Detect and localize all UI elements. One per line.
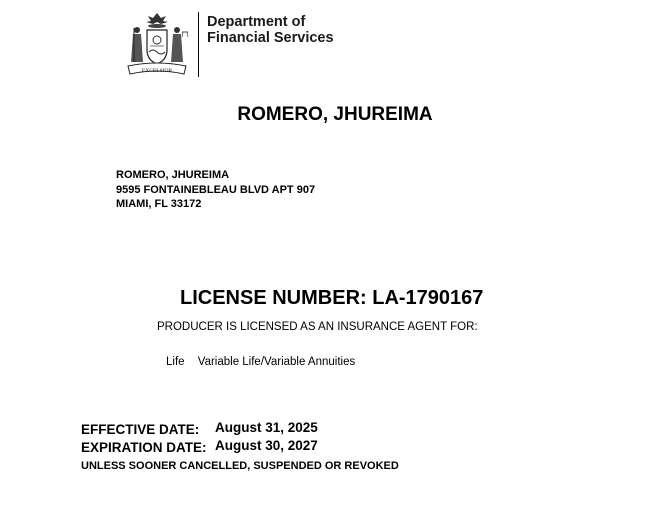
- lines-of-authority: [166, 356, 365, 368]
- new-york-state-seal-icon: [122, 10, 192, 80]
- department-line-1: Department of: [207, 14, 306, 30]
- line-of-authority-variable: Variable Life/Variable Annuities: [197, 356, 356, 368]
- mailing-address: [116, 168, 315, 212]
- department-name: [207, 14, 334, 46]
- line-of-authority-life: Life: [166, 356, 185, 368]
- address-line-2: MIAMI, FL 33172: [116, 198, 202, 210]
- validity-condition: UNLESS SOONER CANCELLED, SUSPENDED OR REVOKED: [81, 460, 399, 472]
- address-line-1: 9595 FONTAINEBLEAU BLVD APT 907: [116, 183, 316, 196]
- expiration-date-row: [81, 438, 399, 456]
- header-divider: [198, 12, 199, 77]
- effective-date-value: August 31, 2025: [215, 420, 318, 435]
- license-number: LICENSE NUMBER: LA-1790167: [180, 287, 484, 309]
- address-name: ROMERO, JHUREIMA: [116, 169, 230, 181]
- effective-date-row: [81, 420, 399, 438]
- licensee-title-name: ROMERO, JHUREIMA: [237, 104, 433, 125]
- expiration-date-label: EXPIRATION DATE:: [81, 440, 207, 455]
- license-dates: [81, 420, 399, 472]
- producer-statement: PRODUCER IS LICENSED AS AN INSURANCE AGENT FOR:: [157, 321, 478, 333]
- expiration-date-value: August 30, 2027: [215, 438, 318, 453]
- department-line-2: Financial Services: [207, 30, 334, 46]
- effective-date-label: EFFECTIVE DATE:: [81, 422, 200, 437]
- seal-motto: EXCELSIOR: [141, 68, 173, 74]
